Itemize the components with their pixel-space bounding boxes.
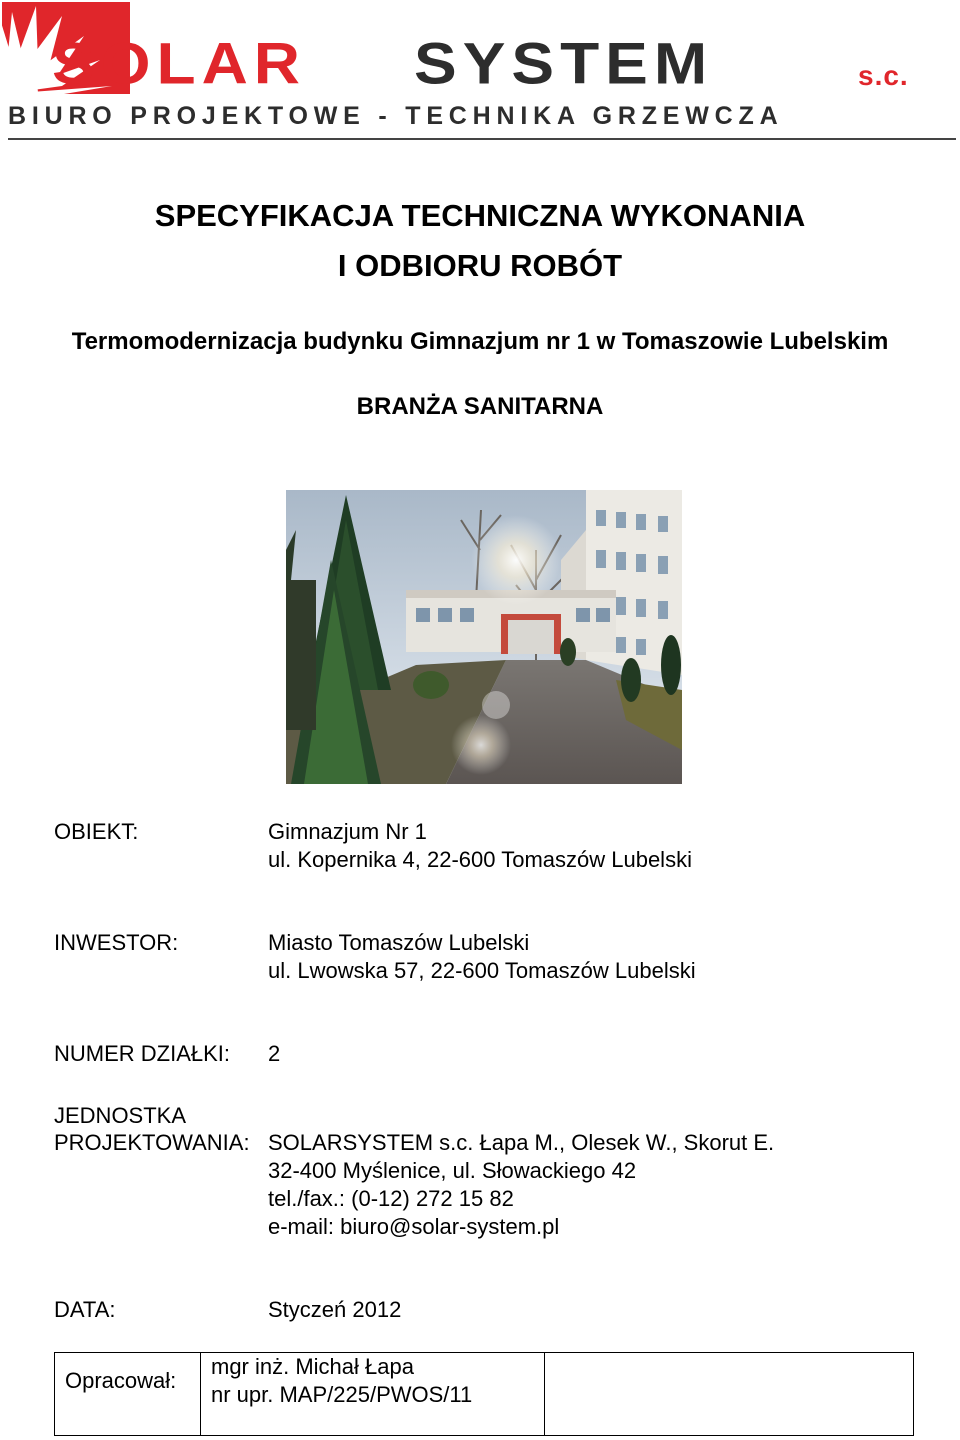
investor-name: Miasto Tomaszów Lubelski xyxy=(268,930,530,955)
prepared-by-label: Opracował: xyxy=(65,1368,177,1393)
signature-name-cell xyxy=(201,1353,545,1435)
author-license: nr upr. MAP/225/PWOS/11 xyxy=(211,1382,473,1407)
object-label: OBIEKT: xyxy=(54,819,139,844)
design-unit-address: 32-400 Myślenice, ul. Słowackiego 42 xyxy=(268,1158,637,1183)
document-title-line1: SPECYFIKACJA TECHNICZNA WYKONANIA xyxy=(154,198,806,233)
signature-label-cell xyxy=(55,1353,201,1435)
school-building-photo xyxy=(286,490,682,784)
date-label: DATA: xyxy=(54,1297,116,1322)
signature-table xyxy=(54,1352,914,1436)
design-unit-label-line2: PROJEKTOWANIA: xyxy=(54,1130,250,1155)
design-unit-phone: tel./fax.: (0-12) 272 15 82 xyxy=(268,1186,514,1211)
object-address: ul. Kopernika 4, 22-600 Tomaszów Lubelski xyxy=(268,847,692,872)
branch-title: BRANŻA SANITARNA xyxy=(356,393,604,420)
company-logo xyxy=(0,0,960,145)
investor-address: ul. Lwowska 57, 22-600 Tomaszów Lubelski xyxy=(268,958,696,983)
object-name: Gimnazjum Nr 1 xyxy=(268,819,427,844)
design-unit-label-line1: JEDNOSTKA xyxy=(54,1103,187,1128)
plot-label: NUMER DZIAŁKI: xyxy=(54,1041,231,1066)
brand-tagline: BIURO PROJEKTOWE - TECHNIKA GRZEWCZA xyxy=(8,102,784,130)
document-title-line2: I ODBIORU ROBÓT xyxy=(337,248,623,283)
brand-system: SYSTEM xyxy=(414,30,714,97)
date-value: Styczeń 2012 xyxy=(268,1297,402,1322)
brand-suffix: s.c. xyxy=(858,60,909,91)
header-divider xyxy=(8,138,956,140)
plot-value: 2 xyxy=(268,1041,281,1066)
design-unit-name: SOLARSYSTEM s.c. Łapa M., Olesek W., Skorut E. xyxy=(268,1130,775,1155)
design-unit-email: e-mail: biuro@solar-system.pl xyxy=(268,1214,560,1239)
signature-blank-cell xyxy=(545,1353,912,1435)
project-title: Termomodernizacja budynku Gimnazjum nr 1 w Tomaszowie Lubelskim xyxy=(71,328,889,355)
brand-solar: SOLAR xyxy=(52,30,306,97)
author-name: mgr inż. Michał Łapa xyxy=(211,1354,414,1379)
investor-label: INWESTOR: xyxy=(54,930,179,955)
